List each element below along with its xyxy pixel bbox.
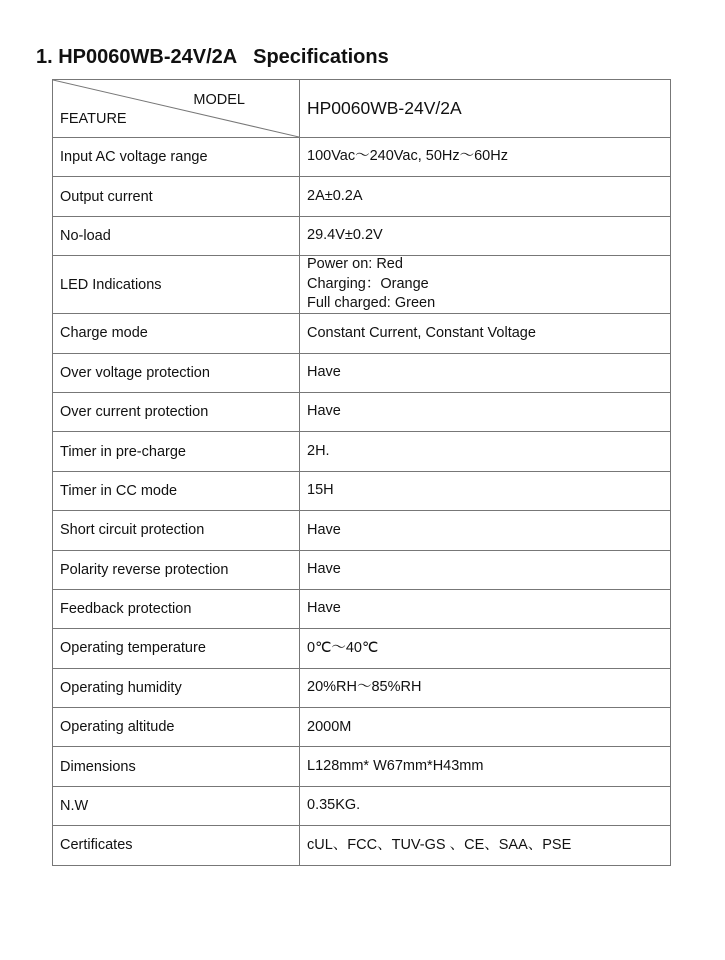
value-cell bbox=[300, 393, 671, 431]
feature-cell: Over current protection bbox=[53, 393, 300, 431]
table-row bbox=[53, 256, 671, 314]
feature-cell: Feedback protection bbox=[53, 590, 300, 628]
feature-cell: Timer in pre-charge bbox=[53, 432, 300, 470]
value-cell bbox=[300, 787, 671, 825]
value-line: Constant Current, Constant Voltage bbox=[307, 324, 536, 341]
feature-cell: Short circuit protection bbox=[53, 511, 300, 549]
value-line: 15H bbox=[307, 482, 334, 499]
diagonal-divider bbox=[53, 80, 299, 137]
feature-cell: LED Indications bbox=[53, 256, 300, 313]
table-row bbox=[53, 669, 671, 708]
table-row bbox=[53, 787, 671, 826]
model-value-text: HP0060WB-24V/2A bbox=[307, 97, 462, 118]
table-row bbox=[53, 826, 671, 865]
value-cell bbox=[300, 354, 671, 392]
feature-cell: Output current bbox=[53, 177, 300, 215]
value-cell bbox=[300, 138, 671, 176]
value-line: L128mm* W67mm*H43mm bbox=[307, 757, 484, 774]
value-line: Full charged: Green bbox=[307, 295, 436, 312]
value-cell bbox=[300, 432, 671, 470]
table-row bbox=[53, 314, 671, 353]
value-line: 0.35KG. bbox=[307, 797, 361, 814]
model-value bbox=[300, 80, 671, 137]
table-row bbox=[53, 472, 671, 511]
value-cell bbox=[300, 590, 671, 628]
value-cell bbox=[300, 551, 671, 589]
value-cell bbox=[300, 472, 671, 510]
value-cell bbox=[300, 747, 671, 785]
value-line: 2000M bbox=[307, 718, 352, 735]
feature-cell: Polarity reverse protection bbox=[53, 551, 300, 589]
feature-cell: No-load bbox=[53, 217, 300, 255]
table-row bbox=[53, 590, 671, 629]
value-cell bbox=[300, 669, 671, 707]
header-diagonal-cell bbox=[53, 80, 300, 137]
value-line: Have bbox=[307, 521, 341, 538]
feature-cell: Dimensions bbox=[53, 747, 300, 785]
feature-label: FEATURE bbox=[60, 111, 127, 127]
table-row bbox=[53, 747, 671, 786]
value-cell bbox=[300, 826, 671, 864]
value-line: 2A±0.2A bbox=[307, 187, 363, 204]
value-cell bbox=[300, 314, 671, 352]
feature-cell: Operating humidity bbox=[53, 669, 300, 707]
value-line: Have bbox=[307, 403, 341, 420]
page-title: 1. HP0060WB-24V/2A Specifications bbox=[36, 46, 389, 68]
table-row bbox=[53, 217, 671, 256]
table-row bbox=[53, 354, 671, 393]
value-cell bbox=[300, 256, 671, 313]
table-row bbox=[53, 138, 671, 177]
table-row bbox=[53, 708, 671, 747]
value-line: cUL、FCC、TUV-GS 、CE、SAA、PSE bbox=[307, 836, 572, 853]
value-line: 100Vac～240Vac, 50Hz～60Hz bbox=[307, 148, 508, 165]
value-cell bbox=[300, 708, 671, 746]
feature-cell: Operating temperature bbox=[53, 629, 300, 667]
table-header-row bbox=[53, 80, 671, 138]
value-line: Power on: Red bbox=[307, 256, 403, 273]
feature-cell: Operating altitude bbox=[53, 708, 300, 746]
value-line: Have bbox=[307, 560, 341, 577]
value-line: 0℃～40℃ bbox=[307, 639, 379, 656]
value-line: 2H. bbox=[307, 442, 330, 459]
table-row bbox=[53, 393, 671, 432]
table-row bbox=[53, 177, 671, 216]
value-cell bbox=[300, 217, 671, 255]
feature-cell: Over voltage protection bbox=[53, 354, 300, 392]
value-line: Have bbox=[307, 364, 341, 380]
model-label: MODEL bbox=[193, 92, 245, 108]
value-line: 20%RH～85%RH bbox=[307, 679, 422, 696]
specifications-table bbox=[52, 79, 671, 866]
feature-cell: N.W bbox=[53, 787, 300, 825]
feature-cell: Charge mode bbox=[53, 314, 300, 352]
value-cell bbox=[300, 177, 671, 215]
feature-cell: Timer in CC mode bbox=[53, 472, 300, 510]
table-row bbox=[53, 551, 671, 590]
value-line: Charging：Orange bbox=[307, 275, 429, 292]
feature-cell: Input AC voltage range bbox=[53, 138, 300, 176]
value-cell bbox=[300, 629, 671, 667]
value-line: Have bbox=[307, 600, 341, 617]
table-row bbox=[53, 629, 671, 668]
feature-cell: Certificates bbox=[53, 826, 300, 864]
value-line: 29.4V±0.2V bbox=[307, 227, 383, 244]
value-cell bbox=[300, 511, 671, 549]
table-row bbox=[53, 511, 671, 550]
table-row bbox=[53, 432, 671, 471]
